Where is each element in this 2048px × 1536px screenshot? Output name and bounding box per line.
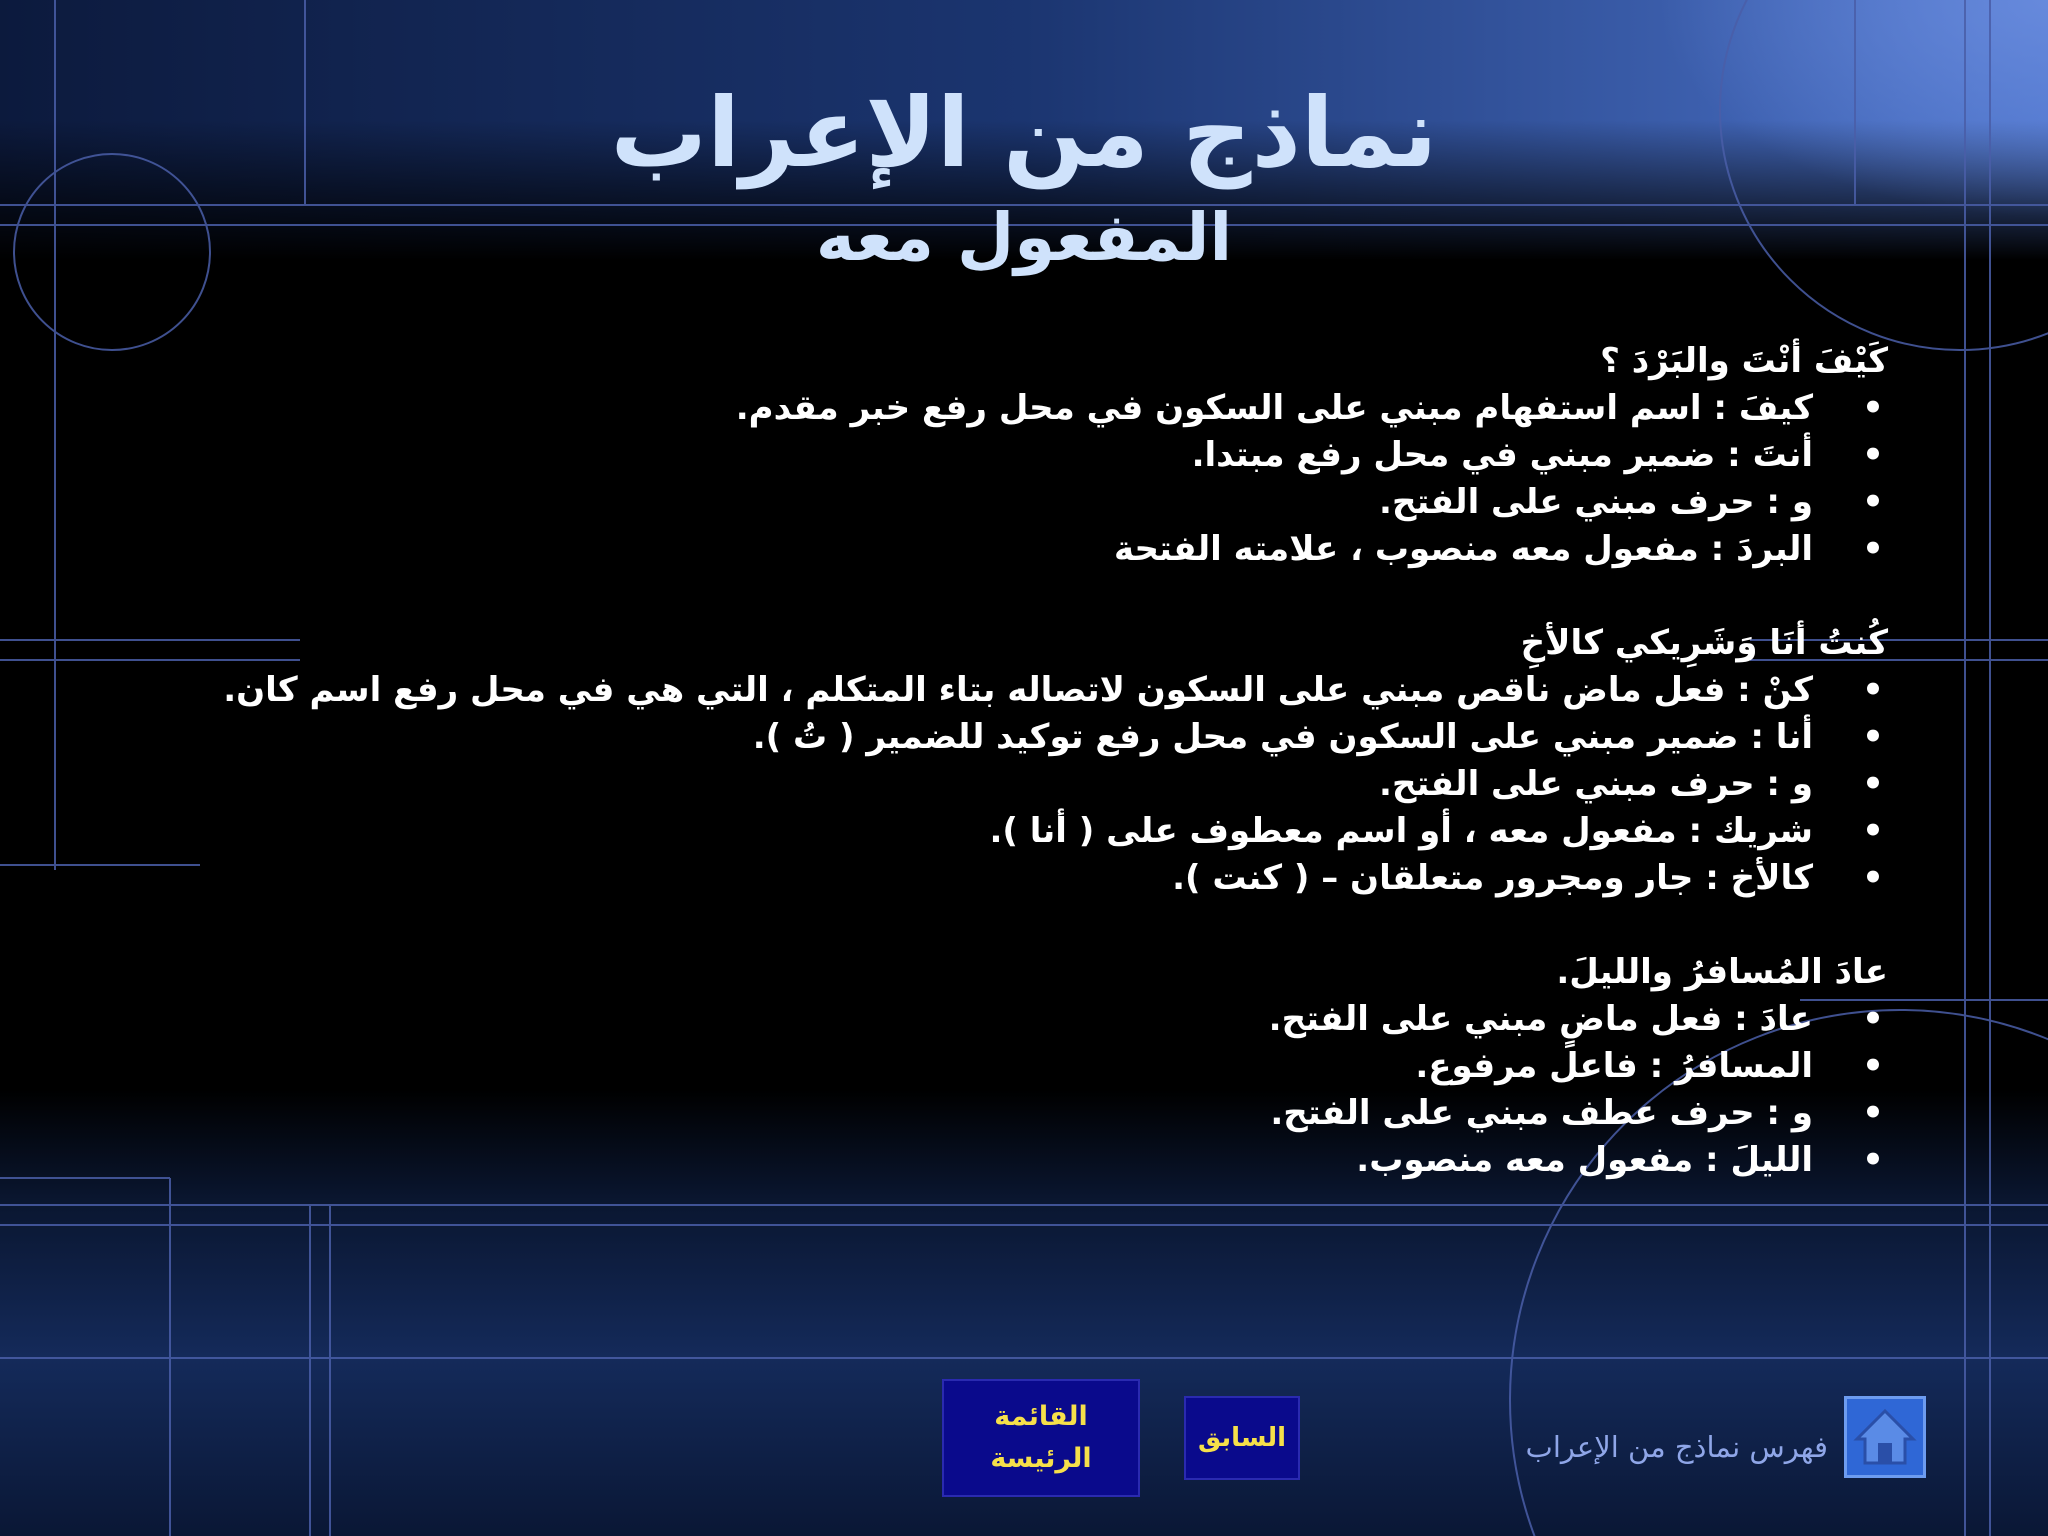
bullet: • (1862, 482, 1884, 522)
list-item-text: عادَ : فعل ماضٍ مبني على الفتح. (1268, 999, 1813, 1039)
section-spacer (188, 902, 1888, 949)
list-item-text: البردَ : مفعول معه منصوب ، علامته الفتحة (1113, 529, 1813, 569)
slide-content (188, 338, 1888, 1184)
section-2 (188, 620, 1888, 902)
main-menu-label-line1: القائمة (994, 1401, 1088, 1432)
section-spacer (188, 573, 1888, 620)
list-item-text: شريك : مفعول معه ، أو اسم معطوف على ( أنا ). (989, 811, 1813, 851)
bullet: • (1862, 764, 1884, 804)
list-item (188, 1043, 1884, 1090)
previous-label: السابق (1197, 1423, 1287, 1453)
bullet: • (1862, 1046, 1884, 1086)
home-button[interactable] (1844, 1396, 1926, 1478)
section-heading: عادَ المُسافرُ والليلَ. (1556, 952, 1888, 992)
slide-subtitle: المفعول معه (815, 199, 1233, 276)
list-item-text: كنْ : فعل ماض ناقص مبني على السكون لاتصاله بتاء المتكلم ، التي هي في محل رفع اسم كان. (223, 670, 1813, 710)
list-item (188, 526, 1884, 573)
list-item-text: و : حرف مبني على الفتح. (1379, 764, 1813, 804)
bullet: • (1862, 435, 1884, 475)
main-menu-label-line2: الرئيسة (990, 1443, 1092, 1474)
section-heading: كُنتُ أنَا وَشَرِيكي كالأخِ (1520, 623, 1888, 663)
list-item-text: أنا : ضمير مبني على السكون في محل رفع توكيد للضمير ( تُ ). (752, 717, 1813, 757)
home-icon (1847, 1399, 1923, 1475)
bullet: • (1862, 670, 1884, 710)
list-item-text: و : حرف مبني على الفتح. (1379, 482, 1813, 522)
bullet: • (1862, 717, 1884, 757)
list-item (188, 432, 1884, 479)
list-item (188, 855, 1884, 902)
bullet: • (1862, 1140, 1884, 1180)
list-item-text: المسافرُ : فاعل مرفوع. (1415, 1046, 1813, 1086)
bullet: • (1862, 999, 1884, 1039)
section-1 (188, 338, 1888, 573)
list-item-text: و : حرف عطف مبني على الفتح. (1270, 1093, 1813, 1133)
list-item-text: كيفَ : اسم استفهام مبني على السكون في محل رفع خبر مقدم. (735, 388, 1813, 428)
index-link[interactable]: فهرس نماذج من الإعراب (1525, 1430, 1828, 1464)
bullet: • (1862, 858, 1884, 898)
main-menu-label (990, 1396, 1091, 1480)
section-list (188, 996, 1888, 1184)
slide-title: نماذج من الإعراب (610, 77, 1438, 189)
section-heading: كَيْفَ أنْتَ والبَرْدَ ؟ (1600, 341, 1888, 381)
bullet: • (1862, 811, 1884, 851)
list-item-text: كالأخ : جار ومجرور متعلقان – ( كنت ). (1172, 858, 1813, 898)
list-item (188, 1090, 1884, 1137)
bullet: • (1862, 388, 1884, 428)
list-item (188, 808, 1884, 855)
list-item (188, 714, 1884, 761)
list-item-text: الليلَ : مفعول معه منصوب. (1356, 1140, 1813, 1180)
list-item (188, 1137, 1884, 1184)
list-item (188, 667, 1884, 714)
main-menu-button[interactable] (942, 1379, 1140, 1497)
list-item-text: أنتَ : ضمير مبني في محل رفع مبتدا. (1191, 435, 1813, 475)
list-item (188, 479, 1884, 526)
section-list (188, 667, 1888, 902)
bullet: • (1862, 529, 1884, 569)
list-item (188, 385, 1884, 432)
list-item (188, 996, 1884, 1043)
section-list (188, 385, 1888, 573)
section-3 (188, 949, 1888, 1184)
bullet: • (1862, 1093, 1884, 1133)
previous-button[interactable] (1184, 1396, 1300, 1480)
list-item (188, 761, 1884, 808)
